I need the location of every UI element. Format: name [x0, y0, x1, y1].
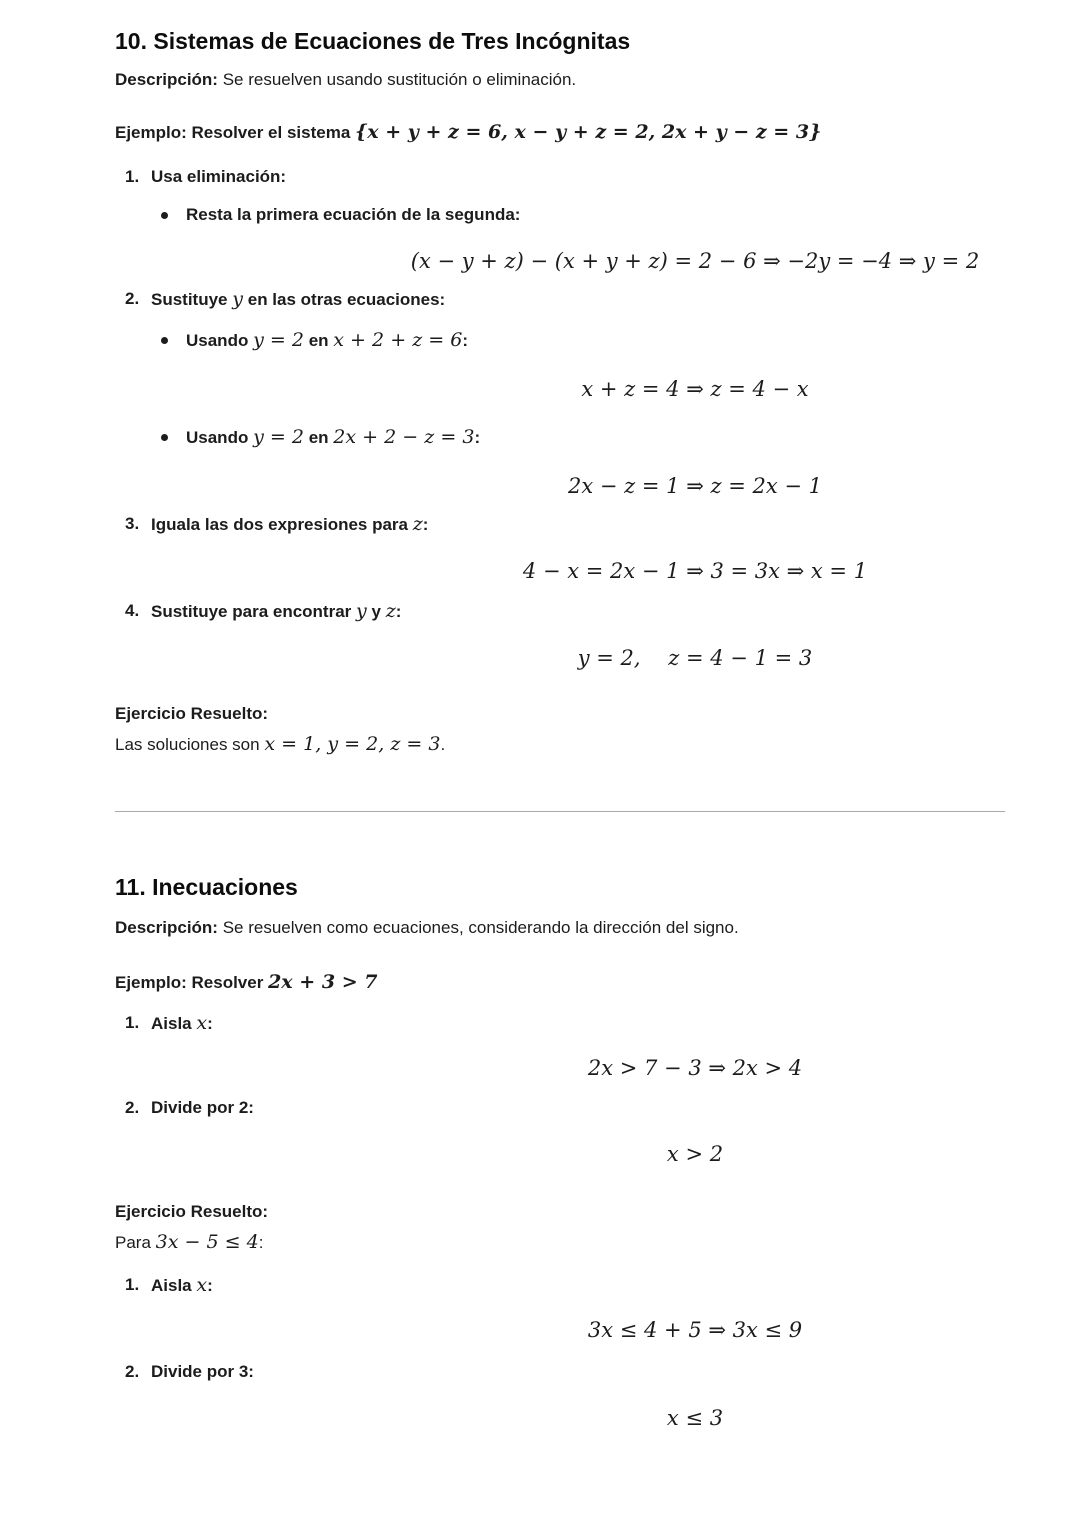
section-11 [115, 872, 1005, 1432]
ejemplo-label: Ejemplo: Resolver el sistema [115, 123, 355, 142]
inline-math: y [232, 288, 244, 310]
bullet-icon [161, 212, 168, 219]
body-text: : [422, 515, 429, 534]
body-text: : [207, 1276, 213, 1295]
body-text: Ejercicio Resuelto: [115, 1202, 269, 1221]
inline-math: y = 2 [253, 329, 304, 351]
step-number: 1. [125, 1013, 140, 1032]
body-text: : [474, 428, 481, 447]
display-equation: 4 − x = 2x − 1 ⇒ 3 = 3x ⇒ x = 1 [522, 559, 868, 583]
body-text: . [440, 735, 446, 754]
bullet-text [186, 425, 480, 450]
inline-math: x [196, 1012, 208, 1034]
body-text: : [462, 331, 469, 350]
bullet-icon [161, 434, 168, 441]
body-text: Aisla [151, 1014, 197, 1033]
bullet-text [186, 328, 468, 353]
inline-math: z [385, 600, 396, 622]
ejercicio-heading [115, 702, 1005, 726]
inline-math: x = 1, y = 2, z = 3 [264, 733, 441, 755]
inline-math: {x + y + z = 6, x − y + z = 2, 2x + y − z = 3} [355, 121, 822, 143]
body-text: Aisla [151, 1276, 197, 1295]
ejemplo-label: Ejemplo: Resolver [115, 973, 269, 992]
body-text: Divide por 3: [151, 1362, 254, 1381]
descripcion-paragraph [115, 916, 1005, 940]
section-heading: 10. Sistemas de Ecuaciones de Tres Incógnitas [115, 28, 631, 54]
display-equation: 2x − z = 1 ⇒ z = 2x − 1 [568, 474, 822, 498]
solution-paragraph [115, 732, 1005, 757]
display-equation: 3x ≤ 4 + 5 ⇒ 3x ≤ 9 [587, 1318, 803, 1342]
body-text: Se resuelven como ecuaciones, considerando la dirección del signo. [217, 918, 739, 937]
body-text: Las soluciones son [115, 735, 265, 754]
body-text: Sustituye [151, 290, 233, 309]
inline-math: z [412, 513, 423, 535]
body-text: Se resuelven usando sustitución o eliminación. [217, 70, 577, 89]
step-number: 3. [125, 514, 140, 533]
body-text: : [207, 1014, 213, 1033]
ordered-step [115, 1273, 1005, 1298]
step-number: 2. [125, 289, 140, 308]
display-equation: x + z = 4 ⇒ z = 4 − x [581, 377, 809, 401]
step-number: 1. [125, 1275, 140, 1294]
body-text: Usando [186, 428, 254, 447]
step-number: 2. [125, 1362, 140, 1381]
descripcion-label: Descripción: [115, 70, 218, 89]
step-label [151, 1096, 1005, 1120]
body-text: Divide por 2: [151, 1098, 254, 1117]
inline-math: 2x + 2 − z = 3 [333, 426, 475, 448]
ejemplo-paragraph [115, 970, 1005, 995]
body-text: Usa eliminación: [151, 167, 287, 186]
step-label [151, 1011, 1005, 1036]
inline-math: x [196, 1274, 208, 1296]
step-label [151, 1273, 1005, 1298]
descripcion-label: Descripción: [115, 918, 218, 937]
display-equation: 2x > 7 − 3 ⇒ 2x > 4 [587, 1056, 803, 1080]
body-text: en las otras ecuaciones: [243, 290, 446, 309]
body-text: en [303, 331, 334, 350]
body-text: Usando [186, 331, 254, 350]
inline-math: y = 2 [253, 426, 304, 448]
step-label [151, 287, 1005, 312]
descripcion-paragraph [115, 68, 1005, 92]
body-text: Sustituye para encontrar [151, 602, 357, 621]
body-text: en [303, 428, 334, 447]
ordered-step [115, 1011, 1005, 1036]
display-equation: (x − y + z) − (x + y + z) = 2 − 6 ⇒ −2y = −4 ⇒ y = 2 [410, 249, 980, 273]
display-equation: y = 2, z = 4 − 1 = 3 [577, 646, 813, 670]
body-text: Resta la primera ecuación de la segunda: [186, 205, 521, 224]
ordered-step [115, 1360, 1005, 1384]
bullet-item [115, 203, 1005, 227]
step-label [151, 165, 1005, 189]
step-label [151, 512, 1005, 537]
display-equation: x ≤ 3 [666, 1406, 724, 1430]
inline-math: 2x + 3 > 7 [268, 971, 378, 993]
ordered-step [115, 287, 1005, 312]
bullet-icon [161, 337, 168, 344]
step-label [151, 599, 1005, 624]
body-text: Ejercicio Resuelto: [115, 704, 269, 723]
inline-math: x + 2 + z = 6 [333, 329, 463, 351]
ordered-step [115, 599, 1005, 624]
ordered-step [115, 1096, 1005, 1120]
ordered-step [115, 512, 1005, 537]
ejercicio-paragraph [115, 1230, 1005, 1255]
step-number: 1. [125, 167, 140, 186]
inline-math: 3x − 5 ≤ 4 [155, 1231, 259, 1253]
body-text: : [395, 602, 402, 621]
step-number: 2. [125, 1098, 140, 1117]
body-text: Iguala las dos expresiones para [151, 515, 413, 534]
inline-math: y [356, 600, 367, 622]
bullet-item [115, 425, 1005, 450]
ejercicio-heading [115, 1200, 1005, 1224]
section-heading: 11. Inecuaciones [115, 874, 298, 900]
section-divider [115, 811, 1005, 812]
step-label [151, 1360, 1005, 1384]
body-text: Para [115, 1233, 156, 1252]
display-equation: x > 2 [666, 1142, 724, 1166]
ejemplo-paragraph [115, 120, 1005, 145]
bullet-text [186, 203, 520, 227]
body-text: y [366, 602, 386, 621]
section-10 [115, 26, 1005, 757]
bullet-item [115, 328, 1005, 353]
ordered-step [115, 165, 1005, 189]
body-text: : [258, 1233, 264, 1252]
step-number: 4. [125, 601, 140, 620]
